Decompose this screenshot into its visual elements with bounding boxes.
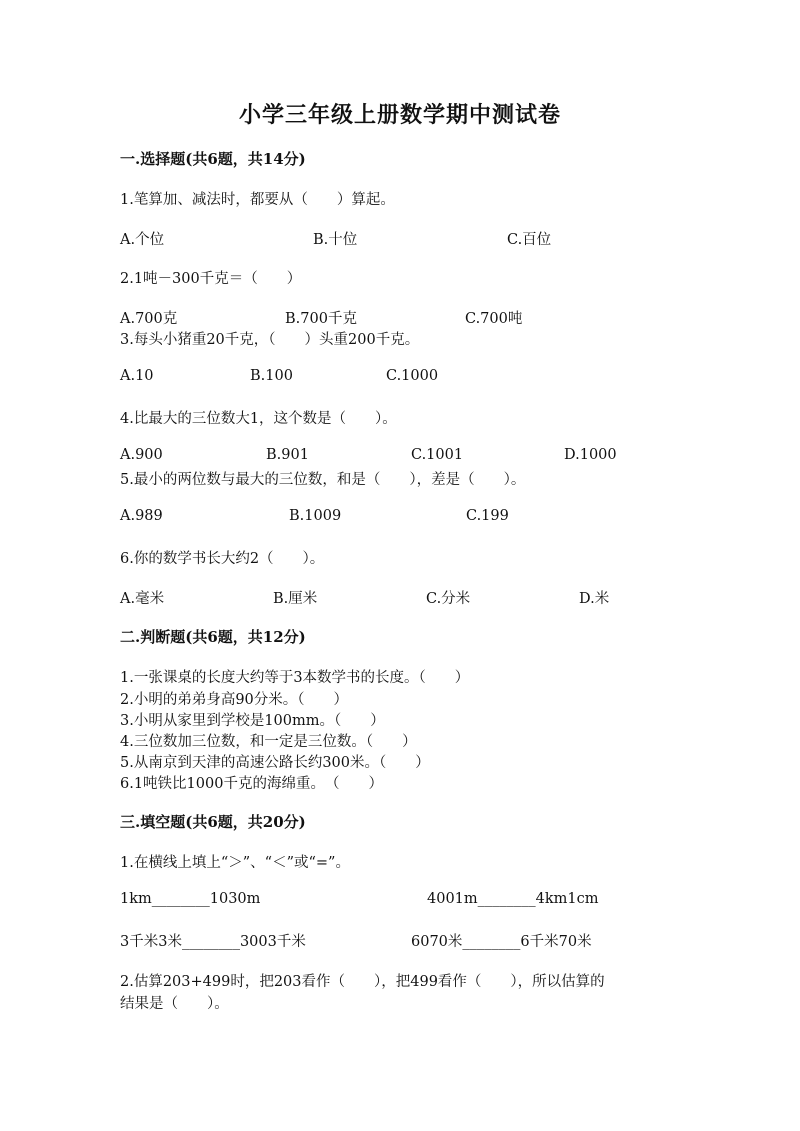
judgment-item: 6.1吨铁比1000千克的海绵重。 （ ） [120, 776, 383, 792]
option-b: B.十位 [313, 232, 358, 248]
option-b: B.901 [266, 447, 309, 463]
option-d: D.1000 [564, 447, 617, 463]
judgment-item: 5.从南京到天津的高速公路长约300米。（ ） [120, 755, 430, 771]
question-text: 4.比最大的三位数大1，这个数是（ ）。 [120, 411, 397, 427]
judgment-item: 2.小明的弟弟身高90分米。（ ） [120, 692, 349, 708]
judgment-item: 1.一张课桌的长度大约等于3本数学书的长度。（ ） [120, 670, 470, 686]
option-c: C.199 [466, 508, 509, 524]
page-title: 小学三年级上册数学期中测试卷 [238, 102, 561, 128]
option-a: A.10 [120, 368, 154, 384]
option-a: A.个位 [120, 232, 165, 248]
comparison-item: 6070米________6千米70米 [411, 934, 592, 950]
option-c: C.1001 [411, 447, 464, 463]
option-a: A.毫米 [120, 591, 165, 607]
question-text: 2.1吨－300千克＝（ ） [120, 271, 302, 287]
option-c: C.1000 [386, 368, 439, 384]
question-text: 5.最小的两位数与最大的三位数，和是（ ），差是（ ）。 [120, 472, 526, 488]
question-text: 3.每头小猪重20千克，（ ）头重200千克。 [120, 332, 420, 348]
section-heading-choice: 一.选择题(共6题，共14分) [120, 150, 306, 168]
comparison-item: 3千米3米________3003千米 [120, 934, 306, 950]
option-b: B.100 [250, 368, 293, 384]
question-text: 2.估算203+499时，把203看作（ ），把499看作（ ），所以估算的 [120, 974, 605, 990]
option-d: D.米 [579, 591, 610, 607]
comparison-item: 1km________1030m [120, 891, 261, 907]
question-text: 1.在横线上填上“＞”、“＜”或“=”。 [120, 855, 350, 871]
option-a: A.900 [120, 447, 163, 463]
option-c: C.分米 [426, 591, 471, 607]
question-text: 1.笔算加、减法时，都要从（ ）算起。 [120, 192, 395, 208]
option-b: B.700千克 [285, 311, 357, 327]
question-text: 6.你的数学书长大约2（ ）。 [120, 551, 325, 567]
comparison-item: 4001m________4km1cm [427, 891, 599, 907]
option-c: C.700吨 [465, 311, 523, 327]
option-a: A.700克 [120, 311, 178, 327]
option-b: B.1009 [289, 508, 342, 524]
question-text-continued: 结果是（ ）。 [120, 996, 229, 1012]
section-heading-fill-blank: 三.填空题(共6题，共20分) [120, 813, 306, 831]
option-c: C.百位 [507, 232, 552, 248]
judgment-item: 3.小明从家里到学校是100mm。（ ） [120, 713, 385, 729]
section-heading-judgment: 二.判断题(共6题，共12分) [120, 628, 306, 646]
judgment-item: 4.三位数加三位数，和一定是三位数。（ ） [120, 734, 417, 750]
option-b: B.厘米 [273, 591, 318, 607]
option-a: A.989 [120, 508, 163, 524]
